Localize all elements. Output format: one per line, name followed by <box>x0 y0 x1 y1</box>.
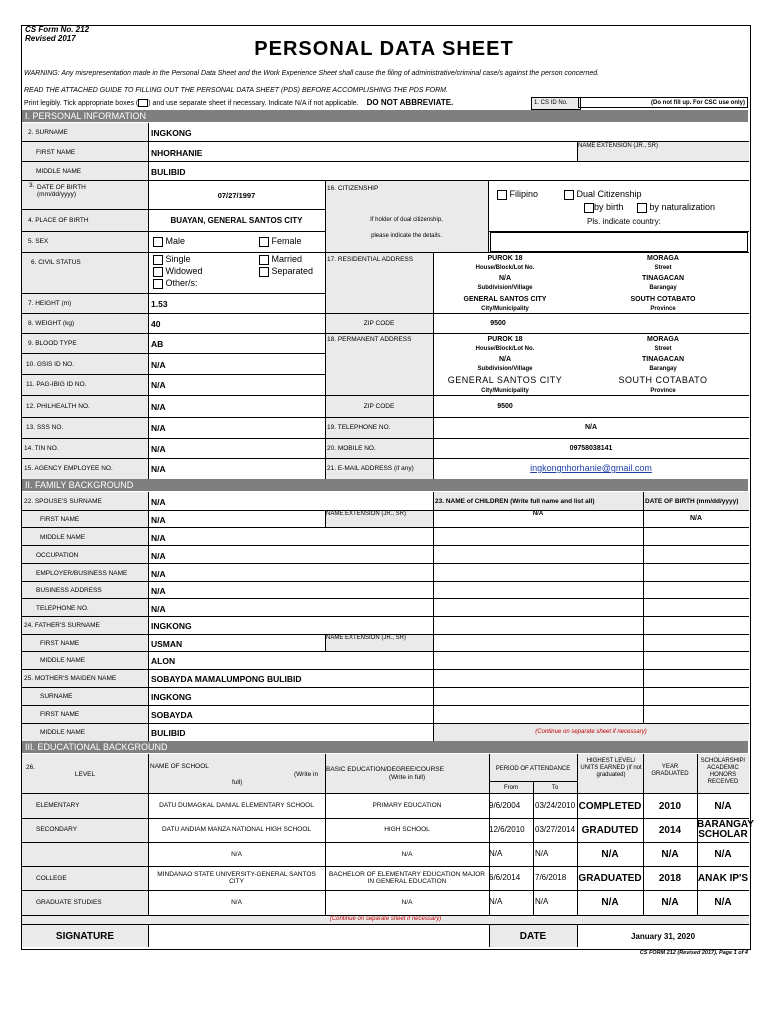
edu-level-header: LEVEL <box>74 771 96 778</box>
mother-maiden-value[interactable]: SOBAYDA MAMALUMPONG BULIBID <box>151 674 302 684</box>
edu-school-header: NAME OF SCHOOL <box>150 763 209 770</box>
father-first-label: FIRST NAME <box>40 640 80 647</box>
mother-first-value[interactable]: SOBAYDA <box>151 710 193 720</box>
first-name-label: FIRST NAME <box>36 149 76 156</box>
separated-option[interactable] <box>259 266 313 277</box>
dual-label: Dual Citizenship <box>576 189 642 199</box>
brgy-caption: Barangay <box>649 285 677 291</box>
dual-checkbox[interactable] <box>564 190 574 200</box>
by-nat-checkbox[interactable] <box>637 203 647 213</box>
employer-value[interactable]: N/A <box>151 569 166 579</box>
spouse-surname-value[interactable]: N/A <box>151 497 166 507</box>
mobile-label: 20. MOBILE NO. <box>327 445 376 452</box>
single-option[interactable] <box>153 254 191 265</box>
by-birth-label: by birth <box>594 202 624 212</box>
edu-honors[interactable]: N/A <box>714 897 732 908</box>
street-caption: Street <box>654 265 672 271</box>
dual-note-1: If holder of dual citizenship, <box>370 217 443 223</box>
edu-from[interactable]: N/A <box>489 897 503 906</box>
edu-period-header: PERIOD OF ATTENDANCE <box>495 766 571 772</box>
spouse-middle-label: MIDDLE NAME <box>40 534 86 541</box>
edu-honors[interactable]: N/A <box>714 849 732 860</box>
edu-from[interactable]: 12/6/2010 <box>489 825 525 834</box>
edu-from[interactable]: N/A <box>489 849 503 858</box>
edu-year[interactable]: N/A <box>661 897 679 908</box>
by-birth-option[interactable] <box>584 202 624 213</box>
family-continue-note: (Continue on separate sheet if necessary) <box>535 729 647 735</box>
edu-honors[interactable]: BARANGAY SCHOLAR <box>697 819 754 840</box>
by-birth-checkbox[interactable] <box>584 203 594 213</box>
edu-from[interactable]: 6/6/2014 <box>489 873 521 882</box>
email-label: 21. E-MAIL ADDRESS (if any) <box>327 465 414 472</box>
father-surname-label: 24. FATHER'S SURNAME <box>24 622 100 629</box>
middle-name-label: MIDDLE NAME <box>36 168 82 175</box>
child-name-value[interactable]: N/A <box>532 511 544 517</box>
edu-school[interactable]: N/A <box>231 851 242 858</box>
gsis-value[interactable]: N/A <box>151 360 166 370</box>
edu-year[interactable]: 2018 <box>658 873 682 884</box>
male-checkbox[interactable] <box>153 237 163 247</box>
male-label: Male <box>165 236 186 246</box>
section-educational-background: III. EDUCATIONAL BACKGROUND <box>22 741 748 753</box>
blood-label: 9. BLOOD TYPE <box>28 340 77 347</box>
gsis-label: 10. GSIS ID NO. <box>26 361 75 368</box>
mother-first-label: FIRST NAME <box>40 711 80 718</box>
cs-id-field[interactable]: (Do not fill up. For CSC use only) <box>578 97 748 108</box>
blood-value[interactable]: AB <box>151 339 164 349</box>
res-province[interactable]: SOUTH COTABATO <box>630 296 696 303</box>
philhealth-label: 12. PHILHEALTH NO. <box>26 403 90 410</box>
pagibig-label: 11. PAG-IBIG ID NO. <box>26 381 87 388</box>
employer-label: EMPLOYER/BUSINESS NAME <box>36 570 128 577</box>
edu-num: 26. <box>26 764 36 771</box>
child-dob-label: DATE OF BIRTH (mm/dd/yyyy) <box>645 498 739 505</box>
print-instr-a: Print legibly. Tick appropriate boxes ( <box>24 100 139 107</box>
perm-street[interactable]: MORAGA <box>647 336 679 343</box>
perm-subd[interactable]: N/A <box>498 356 512 363</box>
form-number: CS Form No. 212 <box>25 25 90 34</box>
warning-text: WARNING: Any misrepresentation made in the Personal Data Sheet and the Work Experience Sheet shall cause the filing of administrative/criminal case/s against the person concerned. <box>24 70 600 77</box>
edu-level: SECONDARY <box>36 826 78 833</box>
father-first-value[interactable]: USMAN <box>151 639 183 649</box>
email-value[interactable]: ingkongnhorhanie@gmail.com <box>530 463 652 473</box>
date-label: DATE <box>519 931 547 942</box>
philhealth-value[interactable]: N/A <box>151 402 166 412</box>
edu-course[interactable]: PRIMARY EDUCATION <box>372 802 442 809</box>
edu-units-header: HIGHEST LEVEL/ UNITS EARNED (if not graduated) <box>580 758 642 778</box>
widowed-checkbox[interactable] <box>153 267 163 277</box>
edu-course[interactable]: N/A <box>401 851 413 858</box>
middle-name-value[interactable]: BULIBID <box>151 167 186 177</box>
mother-middle-value[interactable]: BULIBID <box>151 728 186 738</box>
edu-school[interactable]: MINDANAO STATE UNIVERSITY-GENERAL SANTOS CITY <box>157 871 316 885</box>
edu-units[interactable]: COMPLETED <box>578 801 642 812</box>
height-value[interactable]: 1.53 <box>151 299 168 309</box>
spouse-first-value[interactable]: N/A <box>151 515 166 525</box>
business-address-value[interactable]: N/A <box>151 586 166 596</box>
res-brgy[interactable]: TINAGACAN <box>642 275 684 282</box>
by-nat-label: by naturalization <box>649 202 716 212</box>
edu-to[interactable]: 03/27/2014 <box>535 825 576 834</box>
perm-zip[interactable]: 9500 <box>497 403 513 410</box>
res-zip-label: ZIP CODE <box>363 320 395 327</box>
by-nat-option[interactable] <box>637 202 715 213</box>
father-surname-value[interactable]: INGKONG <box>151 621 192 631</box>
edu-from-header: From <box>504 785 518 791</box>
perm-zip-label: ZIP CODE <box>363 403 395 410</box>
page-title: PERSONAL DATA SHEET <box>254 38 514 60</box>
others-label: Other/s: <box>165 278 198 288</box>
address-label-cell <box>325 252 433 438</box>
others-checkbox[interactable] <box>153 279 163 289</box>
guide-text: READ THE ATTACHED GUIDE TO FILLING OUT THE PERSONAL DATA SHEET (PDS) BEFORE ACCOMPLISHING THE PDS FORM. <box>24 87 448 94</box>
agency-value[interactable]: N/A <box>151 464 166 474</box>
form-revision: Revised 2017 <box>25 34 76 43</box>
indicate-country: Pls. indicate country: <box>587 217 661 226</box>
children-label: 23. NAME of CHILDREN (Write full name and list all) <box>435 498 595 505</box>
perm-brgy[interactable]: TINAGACAN <box>642 356 684 363</box>
edu-units[interactable]: N/A <box>601 849 619 860</box>
edu-school[interactable]: DATU DUMAGKAL DANIAL ELEMENTARY SCHOOL <box>159 802 314 809</box>
print-instr-b: ) and use separate sheet if necessary. Indicate N/A if not applicable. <box>148 100 359 107</box>
widowed-option[interactable] <box>153 266 203 277</box>
edu-level: GRADUATE STUDIES <box>36 899 102 906</box>
tick-box-sample <box>138 99 148 107</box>
edu-year[interactable]: 2010 <box>658 801 682 812</box>
perm-house[interactable]: PUROK 18 <box>487 336 523 343</box>
edu-honors[interactable]: N/A <box>714 801 732 812</box>
section-personal-info: I. PERSONAL INFORMATION <box>22 110 748 122</box>
dual-option[interactable] <box>564 189 642 200</box>
edu-course[interactable]: HIGH SCHOOL <box>384 826 430 833</box>
education-level-column <box>22 793 148 915</box>
married-label: Married <box>271 254 303 264</box>
mother-surname-value[interactable]: INGKONG <box>151 692 192 702</box>
spouse-surname-label: 22. SPOUSE'S SURNAME <box>24 498 102 505</box>
spouse-ext-label: NAME EXTENSION (JR., SR) <box>326 511 407 517</box>
edu-course[interactable]: BACHELOR OF ELEMENTARY EDUCATION MAJOR IN GENERAL EDUCATION <box>329 871 485 885</box>
name-ext-label: NAME EXTENSION (JR., SR) <box>578 143 659 149</box>
edu-to[interactable]: 7/6/2018 <box>535 873 567 882</box>
house-caption: House/Block/Lot No. <box>475 265 535 271</box>
city-caption: City/Municipality <box>481 306 529 312</box>
edu-school-header-3: full) <box>232 779 243 786</box>
prov-caption: Province <box>650 306 676 312</box>
mother-surname-label: SURNAME <box>40 693 73 700</box>
section-family-background: II. FAMILY BACKGROUND <box>22 479 748 491</box>
single-label: Single <box>165 254 191 264</box>
father-middle-label: MIDDLE NAME <box>40 657 86 664</box>
dual-note-2: please indicate the details. <box>371 233 442 239</box>
perm-province[interactable]: SOUTH COTABATO <box>618 375 708 385</box>
res-house[interactable]: PUROK 18 <box>487 255 523 262</box>
separated-label: Separated <box>271 266 314 276</box>
perm-prov-caption: Province <box>650 388 676 394</box>
edu-level: COLLEGE <box>36 875 67 882</box>
female-checkbox[interactable] <box>259 237 269 247</box>
edu-year-header: YEAR GRADUATED <box>651 764 689 777</box>
edu-units[interactable]: N/A <box>601 897 619 908</box>
edu-course[interactable]: N/A <box>401 899 413 906</box>
perm-house-caption: House/Block/Lot No. <box>475 346 535 352</box>
sex-label: 5. SEX <box>28 238 49 245</box>
filipino-label: Filipino <box>509 189 539 199</box>
edu-units[interactable]: GRADUATED <box>578 873 642 884</box>
tin-value[interactable]: N/A <box>151 444 166 454</box>
edu-honors-header: SCHOLARSHIP/ ACADEMIC HONORS RECEIVED <box>700 758 746 785</box>
weight-label: 8. WEIGHT (kg) <box>28 320 75 327</box>
dob-value[interactable]: 07/27/1997 <box>217 191 256 200</box>
widowed-label: Widowed <box>165 266 203 276</box>
child-dob-value[interactable]: N/A <box>689 515 703 522</box>
sss-label: 13. SSS NO. <box>26 424 64 431</box>
married-option[interactable] <box>259 254 302 265</box>
perm-city[interactable]: GENERAL SANTOS CITY <box>447 375 563 385</box>
male-option[interactable] <box>153 236 185 247</box>
civil-status-label: 6. CIVIL STATUS <box>31 259 81 266</box>
filipino-option[interactable] <box>497 189 538 200</box>
perm-street-caption: Street <box>654 346 672 352</box>
subd-caption: Subdivision/Village <box>477 285 533 291</box>
mother-maiden-label: 25. MOTHER'S MAIDEN NAME <box>24 675 117 682</box>
edu-year[interactable]: 2014 <box>658 825 682 836</box>
female-option[interactable] <box>259 236 302 247</box>
pagibig-value[interactable]: N/A <box>151 380 166 390</box>
res-city[interactable]: GENERAL SANTOS CITY <box>463 296 547 303</box>
business-address-label: BUSINESS ADDRESS <box>36 587 102 594</box>
res-street[interactable]: MORAGA <box>647 255 679 262</box>
dob-label: DATE OF BIRTH <box>37 184 86 191</box>
edu-course-header: BASIC EDUCATION/DEGREE/COURSE <box>326 766 444 773</box>
occupation-label: OCCUPATION <box>36 552 79 559</box>
date-value[interactable]: January 31, 2020 <box>630 932 696 941</box>
edu-level: ELEMENTARY <box>36 802 80 809</box>
mobile-value[interactable]: 09758038141 <box>569 445 613 452</box>
sss-value[interactable]: N/A <box>151 423 166 433</box>
edu-honors[interactable]: ANAK IP'S <box>697 873 749 884</box>
telephone-label: 19. TELEPHONE NO. <box>327 424 391 431</box>
father-ext-label: NAME EXTENSION (JR., SR) <box>326 635 407 641</box>
edu-school[interactable]: N/A <box>231 899 242 906</box>
cs-id-label: 1. CS ID No. <box>531 97 581 110</box>
no-abbreviate: DO NOT ABBREVIATE. <box>366 98 454 107</box>
form-page-ref: CS FORM 212 (Revised 2017), Page 1 of 4 <box>639 950 748 956</box>
res-zip[interactable]: 9500 <box>490 320 506 327</box>
occupation-value[interactable]: N/A <box>151 551 166 561</box>
perm-city-caption: City/Municipality <box>481 388 529 394</box>
signature-label: SIGNATURE <box>55 931 115 942</box>
residential-label: 17. RESIDENTIAL ADDRESS <box>327 256 414 263</box>
edu-from[interactable]: 9/6/2004 <box>489 801 521 810</box>
country-select[interactable] <box>490 232 748 252</box>
edu-school[interactable]: DATU ANDIAM MANZA NATIONAL HIGH SCHOOL <box>161 826 312 833</box>
pob-label: 4. PLACE OF BIRTH <box>28 217 89 224</box>
edu-to[interactable]: 03/24/2010 <box>535 801 576 810</box>
weight-value[interactable]: 40 <box>151 319 161 329</box>
spouse-tel-value[interactable]: N/A <box>151 604 166 614</box>
permanent-label: 18. PERMANENT ADDRESS <box>327 336 412 343</box>
res-subd[interactable]: N/A <box>498 275 512 282</box>
first-name-value[interactable]: NHORHANIE <box>151 148 203 158</box>
dob-num: 3. <box>29 182 35 189</box>
edu-course-header-2: (Write in full) <box>388 774 426 781</box>
signature-field[interactable] <box>149 926 488 946</box>
dob-format: (mm/dd/yyyy) <box>37 191 76 198</box>
filipino-checkbox[interactable] <box>497 190 507 200</box>
spouse-first-label: FIRST NAME <box>40 516 80 523</box>
spouse-tel-label: TELEPHONE NO. <box>36 605 89 612</box>
height-label: 7. HEIGHT (m) <box>28 300 72 307</box>
edu-to[interactable]: N/A <box>535 897 549 906</box>
single-checkbox[interactable] <box>153 255 163 265</box>
edu-to[interactable]: N/A <box>535 849 549 858</box>
spouse-middle-value[interactable]: N/A <box>151 533 166 543</box>
others-option[interactable] <box>153 278 198 289</box>
pob-value[interactable]: BUAYAN, GENERAL SANTOS CITY <box>170 216 303 225</box>
perm-subd-caption: Subdivision/Village <box>477 366 533 372</box>
mother-middle-label: MIDDLE NAME <box>40 729 86 736</box>
citizenship-label: 16. CITIZENSHIP <box>327 185 379 192</box>
separated-checkbox[interactable] <box>259 267 269 277</box>
education-continue-note: (Continue on separate sheet if necessary) <box>329 916 442 922</box>
tin-label: 14. TIN NO. <box>24 445 59 452</box>
telephone-value[interactable]: N/A <box>584 424 598 431</box>
female-label: Female <box>271 236 302 246</box>
agency-label: 15. AGENCY EMPLOYEE NO. <box>24 465 113 472</box>
surname-label: 2. SURNAME <box>28 129 68 136</box>
married-checkbox[interactable] <box>259 255 269 265</box>
perm-brgy-caption: Barangay <box>649 366 677 372</box>
surname-value[interactable]: INGKONG <box>151 128 192 138</box>
edu-year[interactable]: N/A <box>661 849 679 860</box>
edu-units[interactable]: GRADUTED <box>581 825 639 836</box>
father-middle-value[interactable]: ALON <box>151 656 176 666</box>
print-instructions <box>24 98 453 107</box>
edu-school-header-2: (Write in <box>294 771 319 778</box>
edu-to-header: To <box>551 785 559 791</box>
